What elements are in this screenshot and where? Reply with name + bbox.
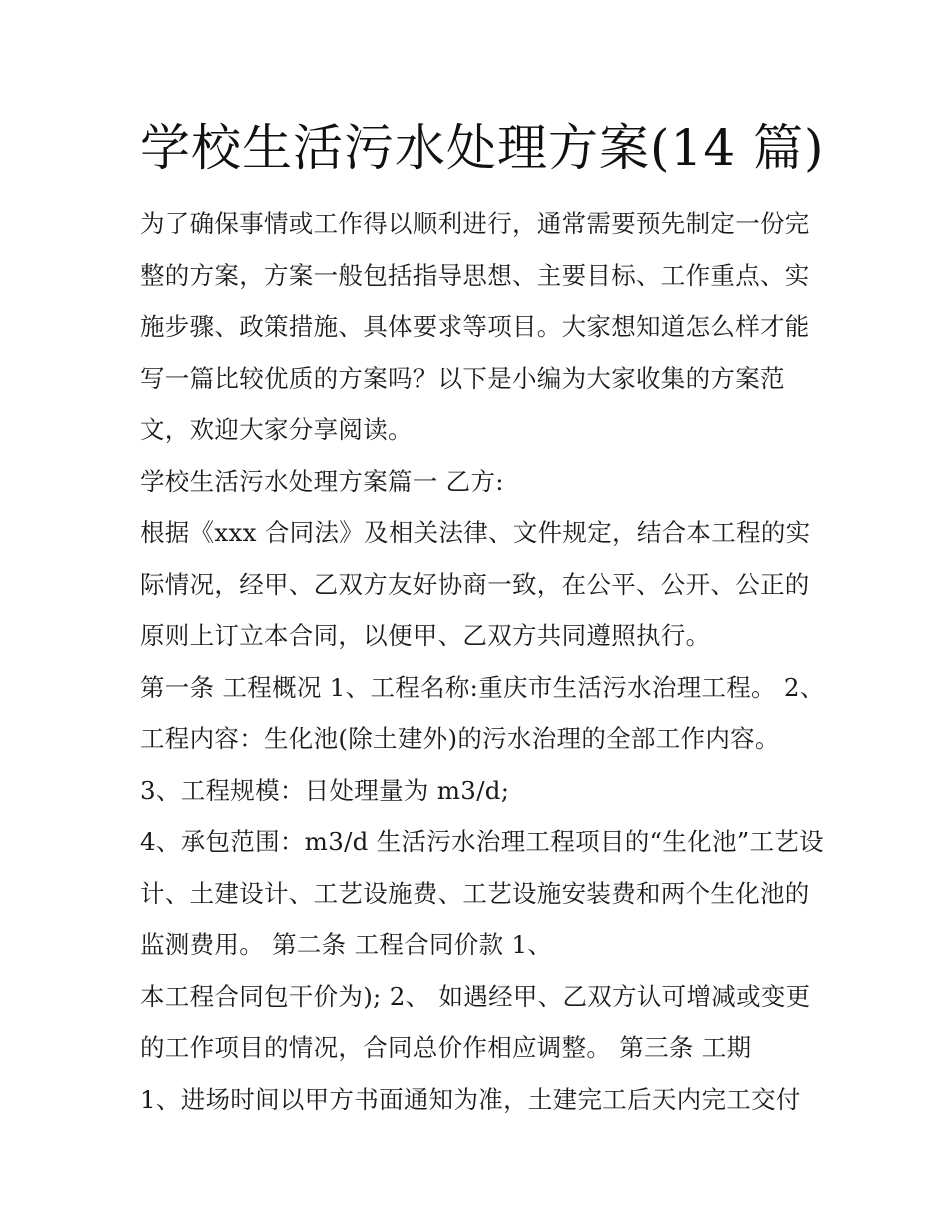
body-line-10: 第一条 工程概况 1、工程名称:重庆市生活污水治理工程。 2、 [140, 672, 825, 702]
section-heading-line: 学校生活污水处理方案篇一 乙方: [140, 466, 504, 496]
body-line-13: 4、承包范围：m3/d 生活污水治理工程项目的“生化池”工艺设 [140, 827, 824, 856]
document-body [140, 198, 825, 1125]
page-title: 学校生活污水处理方案(14 篇) [140, 119, 825, 177]
body-line-4: 写一篇比较优质的方案吗？以下是小编为大家收集的方案范 [140, 363, 785, 393]
body-line-11: 工程内容：生化池(除土建外)的污水治理的全部工作内容。 [140, 724, 780, 753]
body-line-14: 计、土建设计、工艺设施费、工艺设施安装费和两个生化池的 [140, 878, 810, 908]
body-line-17: 的工作项目的情况，合同总价作相应调整。 第三条 工期 [140, 1033, 752, 1062]
body-line-18: 1、进场时间以甲方书面通知为准，土建完工后天内完工交付 [140, 1084, 801, 1114]
body-line-3: 施步骤、政策措施、具体要求等项目。大家想知道怎么样才能 [140, 312, 810, 341]
body-line-12: 3、工程规模：日处理量为 m3/d; [140, 775, 510, 805]
body-line-9: 原则上订立本合同，以便甲、乙双方共同遵照执行。 [140, 621, 711, 650]
body-line-2: 整的方案，方案一般包括指导思想、主要目标、工作重点、实 [140, 260, 810, 290]
body-line-5: 文，欢迎大家分享阅读。 [140, 415, 413, 444]
body-line-16: 本工程合同包干价为); 2、 如遇经甲、乙双方认可增减或变更 [140, 981, 811, 1011]
body-line-7: 根据《xxx 合同法》及相关法律、文件规定，结合本工程的实 [140, 518, 811, 547]
body-line-8: 际情况，经甲、乙双方友好协商一致，在公平、公开、公正的 [140, 569, 810, 599]
body-line-1: 为了确保事情或工作得以顺利进行，通常需要预先制定一份完 [140, 209, 810, 238]
body-line-15: 监测费用。 第二条 工程合同价款 1、 [140, 930, 553, 959]
